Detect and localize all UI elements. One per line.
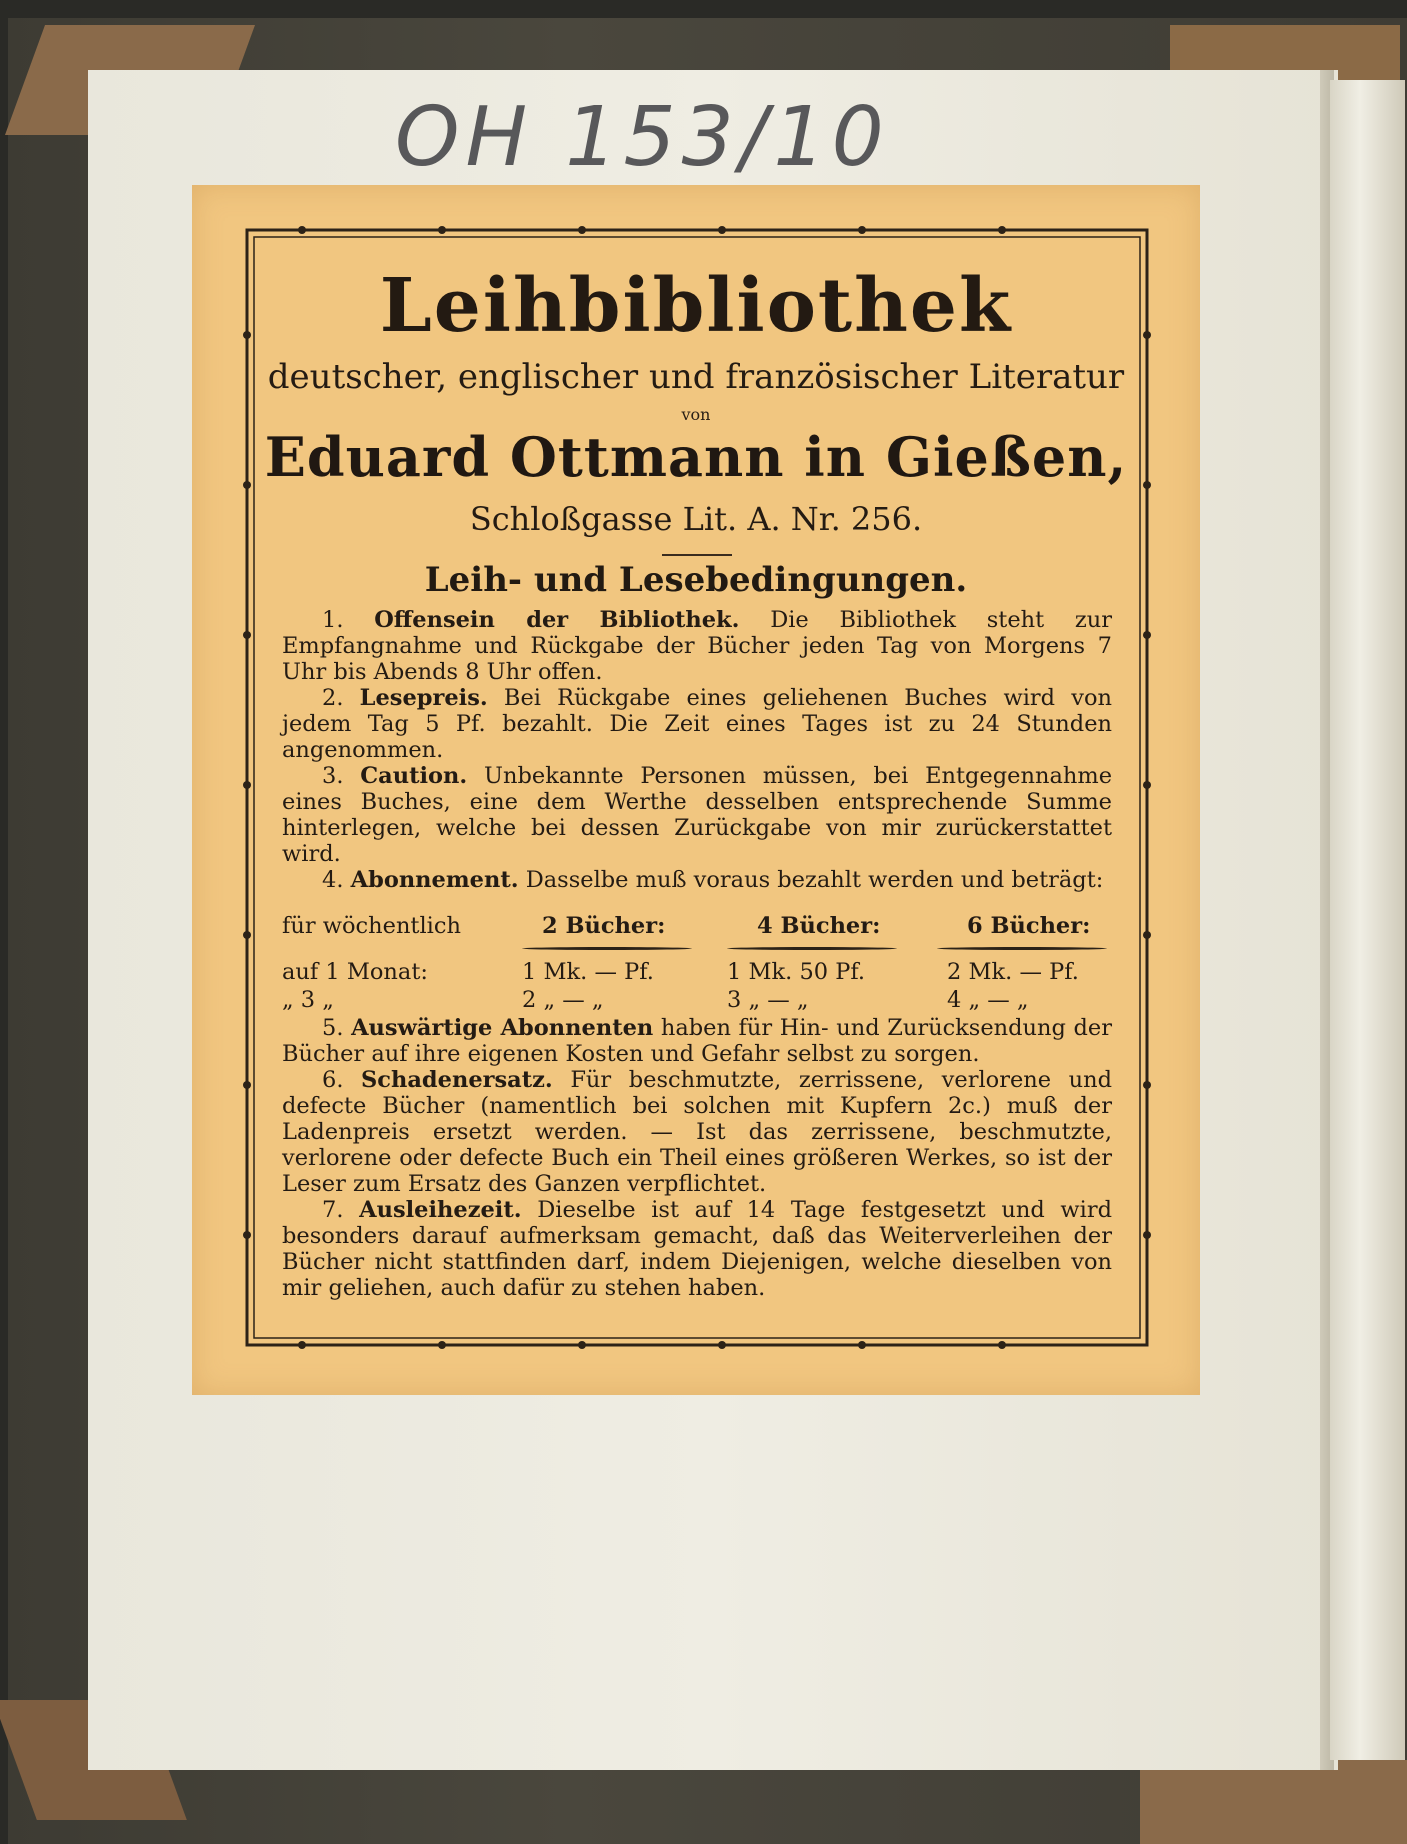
rules-block-2 [282, 1015, 1112, 1301]
swash [727, 947, 897, 950]
page-edges [1330, 80, 1405, 1760]
rule-4: 4. Abonnement. Dasselbe muß voraus bezahlt werden und beträgt: [322, 867, 1104, 893]
subscription-header-row: für wöchentlich 2 Bücher: 4 Bücher: 6 Bücher: [282, 913, 1091, 939]
divider [662, 554, 732, 556]
rule-1: 1. Offensein der Bibliothek. Die Bibliothek steht zur Empfangnahme und Rückgabe der Bücher jeden Tag von Morgens 7 Uhr bis Abends 8 Uhr offen. [282, 607, 1113, 685]
rule-2: 2. Lesepreis. Bei Rückgabe eines geliehenen Buches wird von jedem Tag 5 Pf. bezahlt. Die Zeit eines Tages ist zu 24 Stunden angenommen. [282, 685, 1112, 763]
rule-7: 7. Ausleihezeit. Dieselbe ist auf 14 Tage festgesetzt und wird besonders darauf aufmerksam gemacht, daß das Weiterverleihen der Bücher nicht stattfinden darf, indem Diejenigen, welche dieselben von mir geliehen, auch dafür zu stehen haben. [282, 1197, 1113, 1301]
leather-corner-bottom-right [1140, 1760, 1407, 1844]
rule-5: 5. Auswärtige Abonnenten haben für Hin- und Zurücksendung der Bücher auf ihre eigenen Kosten und Gefahr selbst zu sorgen. [282, 1015, 1113, 1067]
rule-6: 6. Schadenersatz. Für beschmutzte, zerrissene, verlorene und defecte Bücher (namentlich bei solchen mit Kupfern 2c.) muß der Ladenpreis ersetzt werden. — Ist das zerrissene, beschmutzte, verlorene oder defecte Buch ein Theil eines größeren Werkes, so ist der Leser zum Ersatz des Ganzen verpflichtet. [282, 1067, 1113, 1197]
subscription-row: „ 3 „ 2 „ — „ 3 „ — „ 4 „ — „ [282, 987, 1029, 1013]
conditions-heading: Leih- und Lesebedingungen. [424, 560, 968, 600]
pencil-shelfmark: OH 153/10 [395, 90, 890, 185]
swash [937, 947, 1107, 950]
label-title: Leihbibliothek [379, 263, 1013, 349]
label-address: Schloßgasse Lit. A. Nr. 256. [469, 500, 923, 538]
rules-block-1 [282, 607, 1112, 893]
label-von: von [681, 405, 711, 424]
label-owner: Eduard Ottmann in Gießen, [264, 425, 1128, 489]
rule-3: 3. Caution. Unbekannte Personen müssen, bei Entgegennahme eines Buches, eine dem Werthe desselben entsprechende Summe hinterlegen, welche bei dessen Zurückgabe von mir zurückerstattet wird. [282, 763, 1113, 867]
library-label [192, 185, 1200, 1395]
swash [522, 947, 692, 950]
subscription-row: auf 1 Monat: 1 Mk. — Pf. 1 Mk. 50 Pf. 2 Mk. — Pf. [282, 959, 1079, 985]
label-subtitle: deutscher, englischer und französischer Literatur [267, 357, 1125, 397]
